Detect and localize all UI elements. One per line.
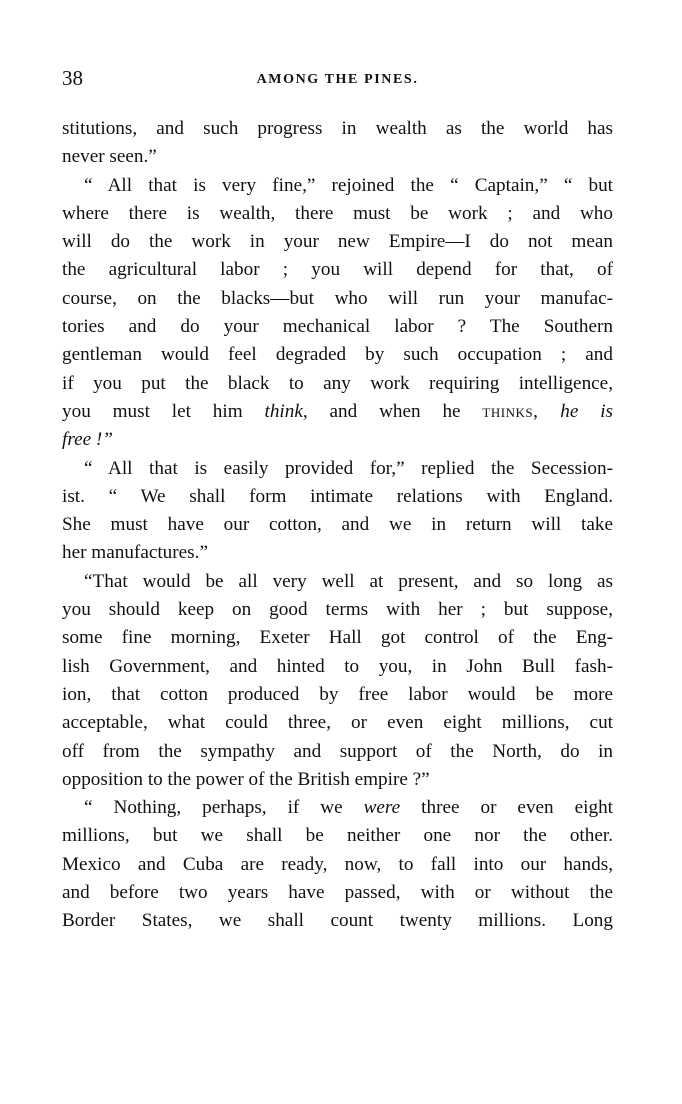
text-line: ist. “ We shall form intimate relations with England.: [62, 485, 613, 507]
text-line: her manufactures.”: [62, 542, 208, 564]
running-title: AMONG THE PINES.: [256, 72, 419, 87]
text-line: you should keep on good terms with her ; but suppose,: [62, 599, 613, 621]
page-header: [62, 62, 613, 102]
text-line: opposition to the power of the British empire ?”: [62, 768, 430, 790]
text-line: She must have our cotton, and we in return will take: [62, 514, 613, 536]
text-line: gentleman would feel degraded by such occupation ; and: [62, 344, 613, 366]
text-run: three or even eight: [400, 797, 613, 819]
italic-word: were: [363, 797, 401, 819]
text-line: the agricultural labor ; you will depend for that, of: [62, 259, 613, 281]
text-line: tories and do your mechanical labor ? The Southern: [62, 316, 613, 338]
text-line: where there is wealth, there must be work ; and who: [62, 202, 613, 224]
text-line: never seen.”: [62, 146, 157, 168]
text-line: ion, that cotton produced by free labor would be more: [62, 683, 613, 705]
book-page: [62, 62, 613, 932]
text-line: stitutions, and such progress in wealth as the world has: [62, 118, 613, 139]
text-line: some fine morning, Exeter Hall got control of the Eng-: [62, 627, 613, 649]
text-line: “That would be all very well at present, and so long as: [84, 570, 613, 592]
text-run: you must let him: [62, 400, 265, 422]
text-line: lish Government, and hinted to you, in John Bull fash-: [62, 655, 613, 677]
italic-word: think,: [264, 400, 308, 422]
text-line: “ All that is easily provided for,” replied the Secession-: [84, 457, 613, 479]
text-line: [62, 398, 613, 426]
body-text: [62, 115, 613, 936]
text-run: “ Nothing, perhaps, if we: [84, 797, 364, 819]
text-line: and before two years have passed, with or without the: [62, 882, 613, 904]
page-number: 38: [62, 66, 83, 90]
text-line: course, on the blacks—but who will run your manufac-: [62, 287, 613, 309]
text-line: will do the work in your new Empire—I do not mean: [62, 231, 613, 253]
text-line: millions, but we shall be neither one nor the other.: [62, 825, 613, 847]
text-line: [62, 794, 613, 822]
text-line: Border States, we shall count twenty millions. Long: [62, 910, 613, 932]
text-run: he is: [538, 400, 613, 422]
small-caps-word: thinks,: [482, 400, 539, 422]
text-line: off from the sympathy and support of the North, do in: [62, 740, 613, 762]
text-line: free !”: [62, 429, 113, 451]
text-run: and when he: [307, 400, 483, 422]
text-line: “ All that is very fine,” rejoined the “ Captain,” “ but: [84, 174, 613, 196]
text-line: Mexico and Cuba are ready, now, to fall into our hands,: [62, 853, 613, 875]
text-line: acceptable, what could three, or even eight millions, cut: [62, 712, 613, 734]
text-line: if you put the black to any work requiring intelligence,: [62, 372, 613, 394]
